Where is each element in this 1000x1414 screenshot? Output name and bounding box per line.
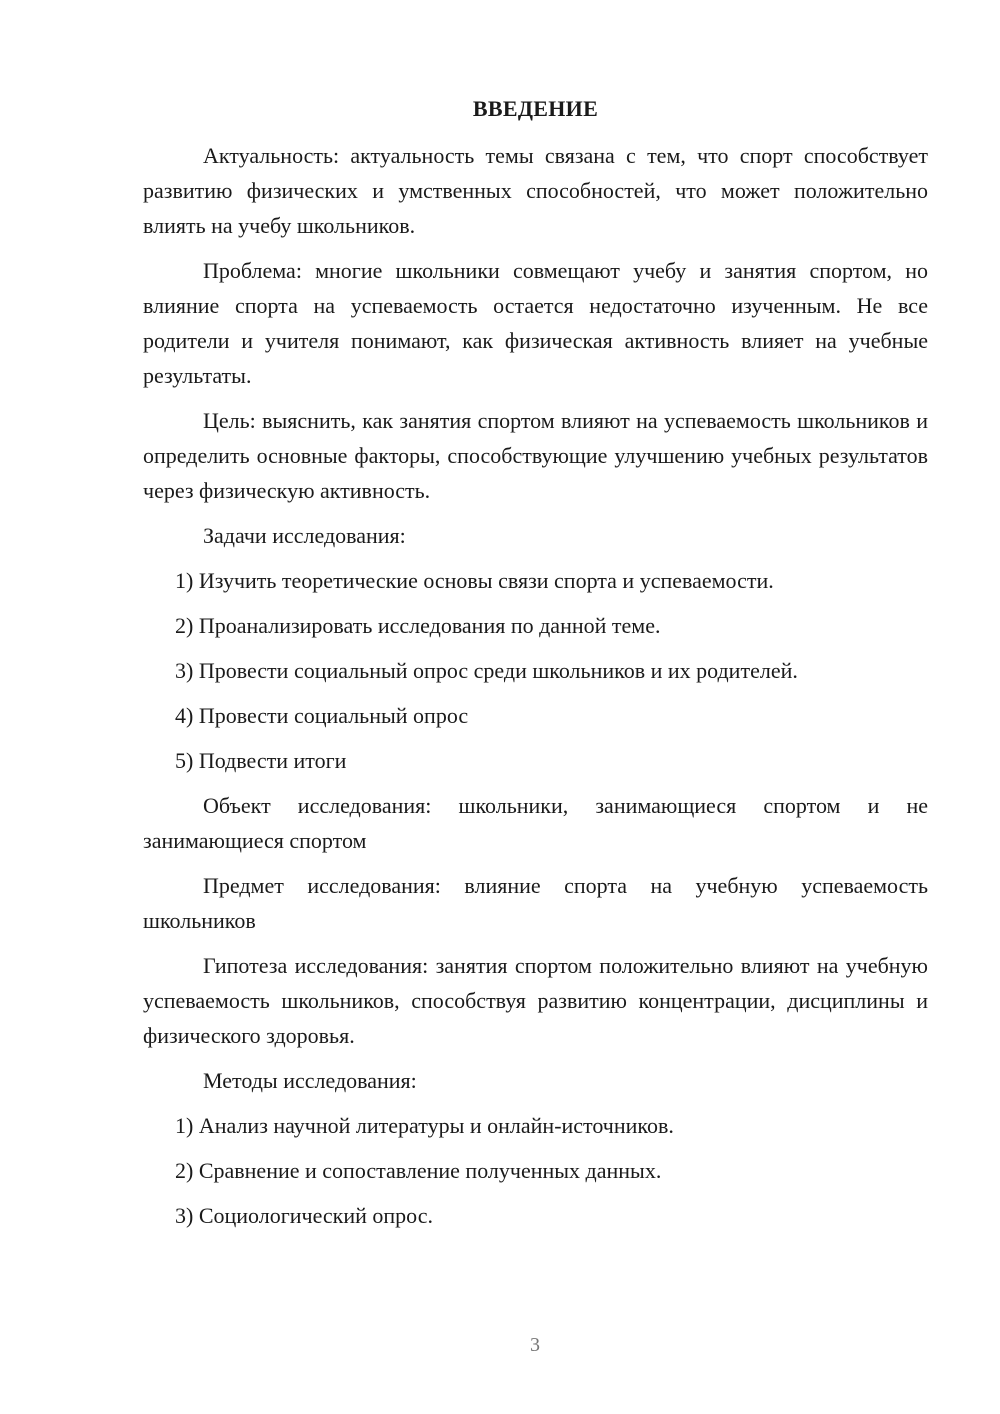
goal-paragraph: Цель: выяснить, как занятия спортом влияют на успеваемость школьников и определить основные факторы, способствующие улучшению учебных результатов через физическую активность. — [143, 408, 928, 503]
task-item: 1) Изучить теоретические основы связи спорта и успеваемости. — [175, 568, 774, 593]
task-item: 2) Проанализировать исследования по данной теме. — [175, 613, 661, 638]
object-paragraph: Объект исследования: школьники, занимающиеся спортом и не занимающиеся спортом — [143, 793, 928, 853]
methods-heading: Методы исследования: — [203, 1068, 417, 1093]
problem-paragraph: Проблема: многие школьники совмещают учебу и занятия спортом, но влияние спорта на успеваемость остается недостаточно изученным. Не все родители и учителя понимают, как физическая активность влияет на учебные результаты. — [143, 258, 928, 388]
tasks-list — [143, 563, 928, 778]
method-item: 2) Сравнение и сопоставление полученных данных. — [175, 1158, 662, 1183]
method-item: 3) Социологический опрос. — [175, 1203, 433, 1228]
hypothesis-paragraph: Гипотеза исследования: занятия спортом положительно влияют на учебную успеваемость школьников, способствуя развитию концентрации, дисциплины и физического здоровья. — [143, 953, 928, 1048]
page-number: 3 — [530, 1334, 540, 1356]
task-item: 4) Провести социальный опрос — [175, 703, 469, 728]
methods-list — [143, 1108, 928, 1233]
relevance-paragraph: Актуальность: актуальность темы связана с тем, что спорт способствует развитию физических и умственных способностей, что может положительно влиять на учебу школьников. — [143, 143, 928, 238]
method-item: 1) Анализ научной литературы и онлайн-источников. — [175, 1113, 674, 1138]
page-title: ВВЕДЕНИЕ — [472, 96, 599, 121]
task-item: 3) Провести социальный опрос среди школьников и их родителей. — [175, 658, 798, 683]
subject-paragraph: Предмет исследования: влияние спорта на учебную успеваемость школьников — [143, 873, 928, 933]
page-content — [143, 95, 928, 1243]
task-item: 5) Подвести итоги — [175, 748, 347, 773]
tasks-heading: Задачи исследования: — [203, 523, 406, 548]
